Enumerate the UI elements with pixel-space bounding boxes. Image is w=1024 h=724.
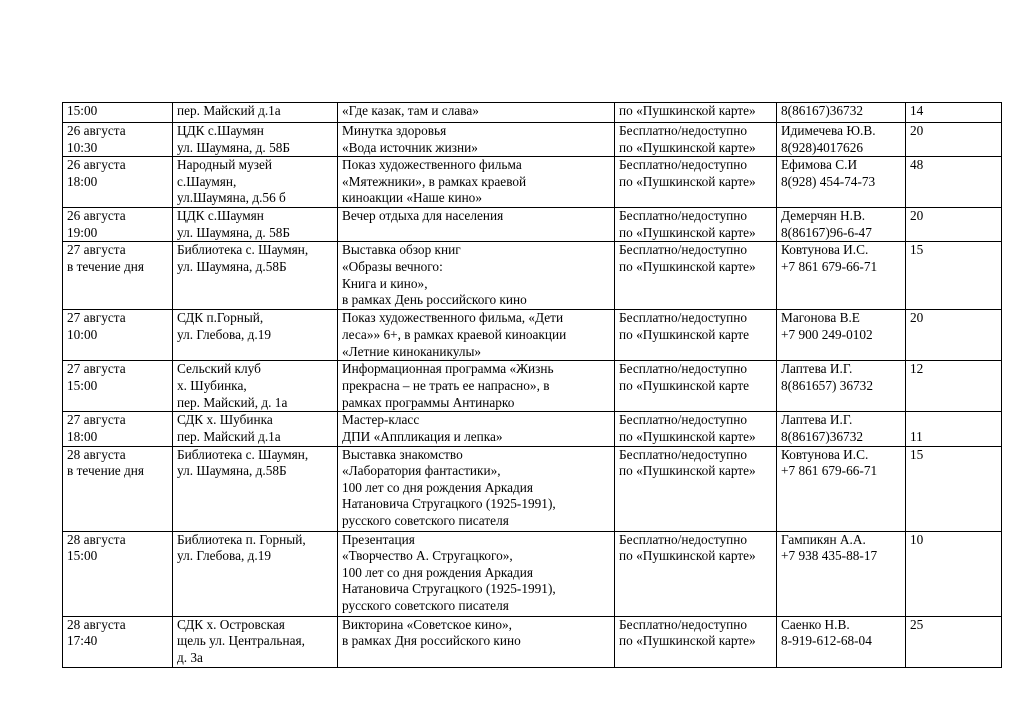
document-page <box>62 102 1001 668</box>
date-cell: 27 августа 10:00 <box>63 310 173 361</box>
contact-cell: Лаптева И.Г. 8(861657) 36732 <box>777 361 906 412</box>
contact-cell: Саенко Н.В. 8-919-612-68-04 <box>777 616 906 667</box>
place-cell: Сельский клуб х. Шубинка, пер. Майский, д. 1а <box>173 361 338 412</box>
price-cell: Бесплатно/недоступно по «Пушкинской карте» <box>615 157 777 208</box>
price-cell: Бесплатно/недоступно по «Пушкинской карте» <box>615 531 777 616</box>
place-cell: СДК х. Шубинка пер. Майский д.1а <box>173 412 338 446</box>
table-row <box>63 616 1002 667</box>
count-cell: 20 <box>906 310 1002 361</box>
place-cell: ЦДК с.Шаумян ул. Шаумяна, д. 58Б <box>173 123 338 157</box>
event-cell: Информационная программа «Жизнь прекрасна – не трать ее напрасно», в рамках программы Антинарко <box>338 361 615 412</box>
event-cell: Выставка обзор книг «Образы вечного: Книга и кино», в рамках День российского кино <box>338 242 615 310</box>
date-cell: 28 августа в течение дня <box>63 446 173 531</box>
event-cell: Викторина «Советское кино», в рамках Дня российского кино <box>338 616 615 667</box>
price-cell: Бесплатно/недоступно по «Пушкинской карте» <box>615 616 777 667</box>
event-cell: Вечер отдыха для населения <box>338 208 615 242</box>
table-row <box>63 310 1002 361</box>
contact-cell: Магонова В.Е +7 900 249-0102 <box>777 310 906 361</box>
count-cell: 15 <box>906 446 1002 531</box>
contact-cell: Ефимова С.И 8(928) 454-74-73 <box>777 157 906 208</box>
events-table <box>62 102 1002 668</box>
price-cell: по «Пушкинской карте» <box>615 103 777 123</box>
table-row <box>63 242 1002 310</box>
place-cell: Библиотека п. Горный, ул. Глебова, д.19 <box>173 531 338 616</box>
contact-cell: Гампикян А.А. +7 938 435-88-17 <box>777 531 906 616</box>
event-cell: «Где казак, там и слава» <box>338 103 615 123</box>
table-row <box>63 157 1002 208</box>
date-cell: 27 августа в течение дня <box>63 242 173 310</box>
contact-cell: Демерчян Н.В. 8(86167)96-6-47 <box>777 208 906 242</box>
price-cell: Бесплатно/недоступно по «Пушкинской карте» <box>615 242 777 310</box>
table-row <box>63 412 1002 446</box>
date-cell: 26 августа 10:30 <box>63 123 173 157</box>
price-cell: Бесплатно/недоступно по «Пушкинской карте» <box>615 446 777 531</box>
count-cell: 10 <box>906 531 1002 616</box>
event-cell: Минутка здоровья «Вода источник жизни» <box>338 123 615 157</box>
date-cell: 28 августа 17:40 <box>63 616 173 667</box>
table-row <box>63 446 1002 531</box>
date-cell: 28 августа 15:00 <box>63 531 173 616</box>
place-cell: Народный музей с.Шаумян, ул.Шаумяна, д.56 б <box>173 157 338 208</box>
price-cell: Бесплатно/недоступно по «Пушкинской карте <box>615 361 777 412</box>
contact-cell: Идимечева Ю.В. 8(928)4017626 <box>777 123 906 157</box>
count-cell: 20 <box>906 123 1002 157</box>
price-cell: Бесплатно/недоступно по «Пушкинской карте» <box>615 412 777 446</box>
date-cell: 26 августа 19:00 <box>63 208 173 242</box>
table-row <box>63 103 1002 123</box>
place-cell: пер. Майский д.1а <box>173 103 338 123</box>
date-cell: 27 августа 18:00 <box>63 412 173 446</box>
price-cell: Бесплатно/недоступно по «Пушкинской карте» <box>615 208 777 242</box>
price-cell: Бесплатно/недоступно по «Пушкинской карте <box>615 310 777 361</box>
count-cell: 25 <box>906 616 1002 667</box>
date-cell: 26 августа 18:00 <box>63 157 173 208</box>
price-cell: Бесплатно/недоступно по «Пушкинской карте» <box>615 123 777 157</box>
event-cell: Презентация «Творчество А. Стругацкого», 100 лет со дня рождения Аркадия Натановича Стругацкого (1925-1991), русского советского писателя <box>338 531 615 616</box>
place-cell: Библиотека с. Шаумян, ул. Шаумяна, д.58Б <box>173 242 338 310</box>
contact-cell: 8(86167)36732 <box>777 103 906 123</box>
contact-cell: Лаптева И.Г. 8(86167)36732 <box>777 412 906 446</box>
event-cell: Выставка знакомство «Лаборатория фантастики», 100 лет со дня рождения Аркадия Натановича Стругацкого (1925-1991), русского советского писателя <box>338 446 615 531</box>
event-cell: Показ художественного фильма, «Дети леса»» 6+, в рамках краевой киноакции «Летние киноканикулы» <box>338 310 615 361</box>
table-row <box>63 123 1002 157</box>
event-cell: Показ художественного фильма «Мятежники», в рамках краевой киноакции «Наше кино» <box>338 157 615 208</box>
place-cell: Библиотека с. Шаумян, ул. Шаумяна, д.58Б <box>173 446 338 531</box>
table-row <box>63 208 1002 242</box>
date-cell: 15:00 <box>63 103 173 123</box>
event-cell: Мастер-класс ДПИ «Аппликация и лепка» <box>338 412 615 446</box>
contact-cell: Ковтунова И.С. +7 861 679-66-71 <box>777 242 906 310</box>
count-cell: 15 <box>906 242 1002 310</box>
count-cell: 11 <box>906 412 1002 446</box>
count-cell: 14 <box>906 103 1002 123</box>
table-row <box>63 531 1002 616</box>
place-cell: СДК п.Горный, ул. Глебова, д.19 <box>173 310 338 361</box>
count-cell: 20 <box>906 208 1002 242</box>
place-cell: СДК х. Островская щель ул. Центральная, д. 3а <box>173 616 338 667</box>
contact-cell: Ковтунова И.С. +7 861 679-66-71 <box>777 446 906 531</box>
count-cell: 12 <box>906 361 1002 412</box>
place-cell: ЦДК с.Шаумян ул. Шаумяна, д. 58Б <box>173 208 338 242</box>
date-cell: 27 августа 15:00 <box>63 361 173 412</box>
count-cell: 48 <box>906 157 1002 208</box>
table-row <box>63 361 1002 412</box>
